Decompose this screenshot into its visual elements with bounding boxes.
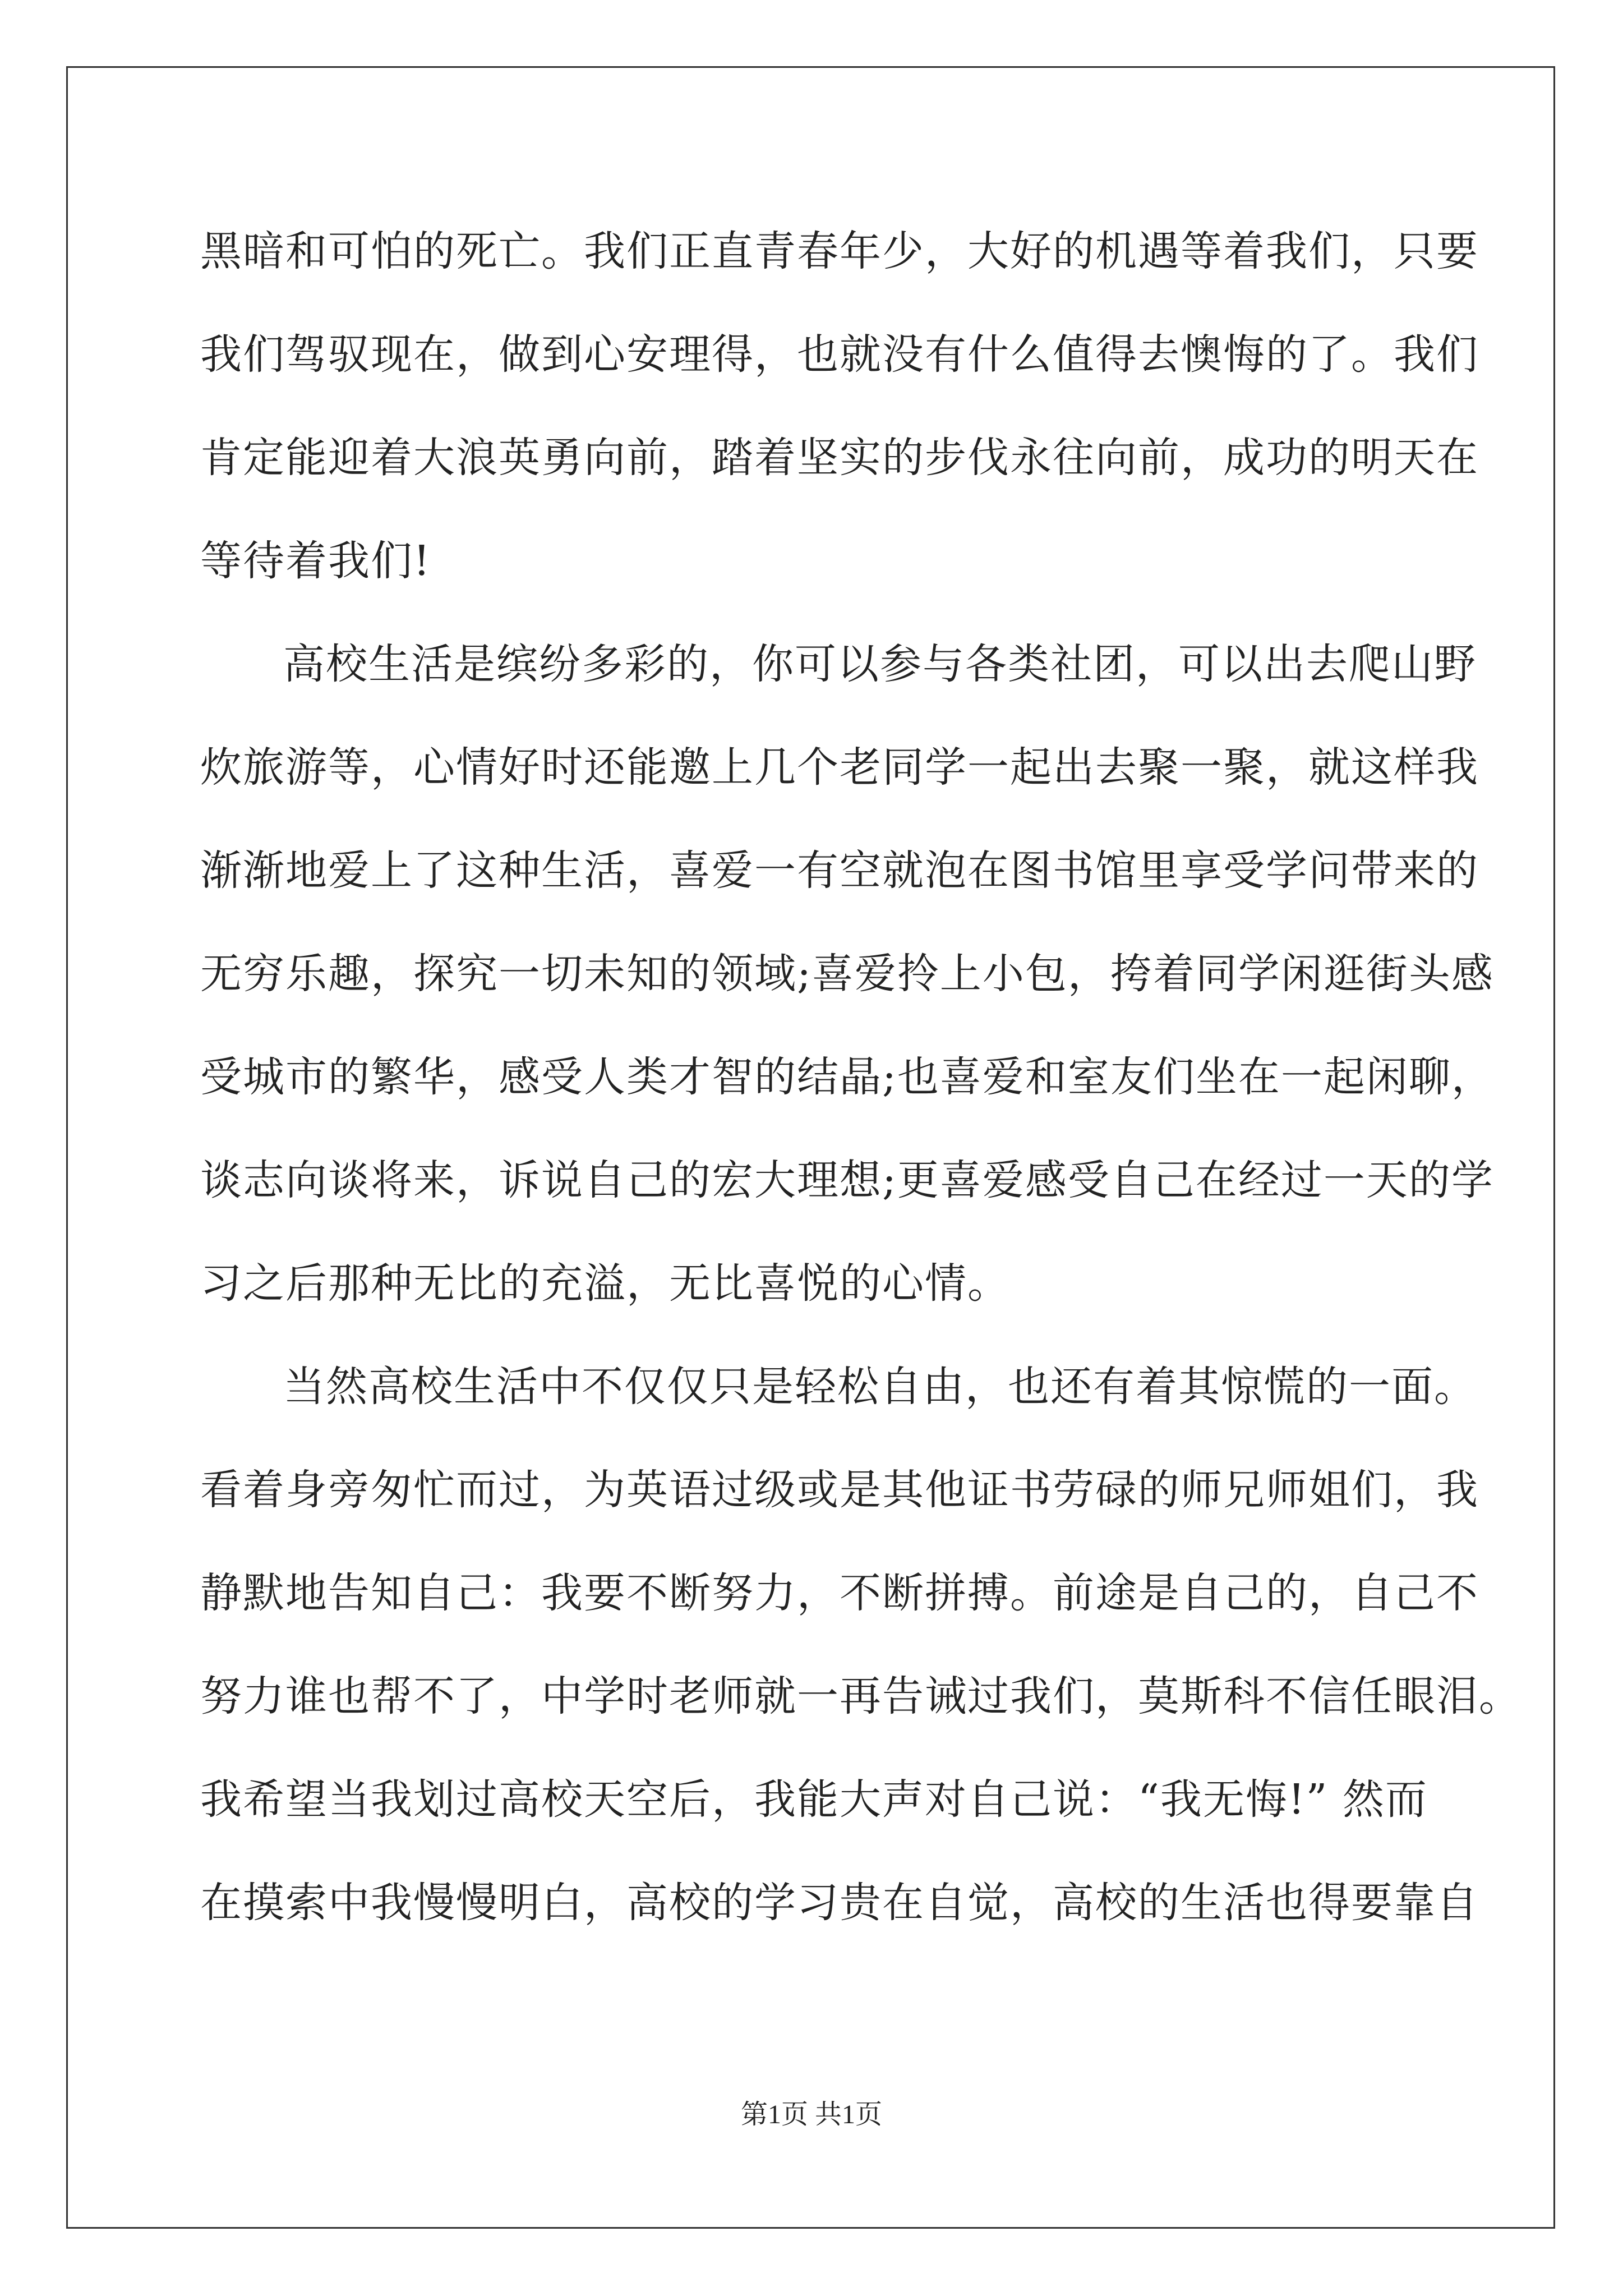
text-line: 等待着我们! <box>200 537 431 585</box>
text-line: 高校生活是缤纷多彩的，你可以参与各类社团，可以出去爬山野 <box>283 640 1477 688</box>
text-line: 努力谁也帮不了，中学时老师就一再告诫过我们，莫斯科不信任眼泪。 <box>200 1672 1521 1720</box>
text-line: 黑暗和可怕的死亡。我们正直青春年少，大好的机遇等着我们，只要 <box>200 227 1479 275</box>
paragraph-1 <box>200 218 1479 631</box>
text-line: 习之后那种无比的充溢，无比喜悦的心情。 <box>200 1259 1010 1308</box>
paragraph-2 <box>200 631 1494 1353</box>
text-line: 渐渐地爱上了这种生活，喜爱一有空就泡在图书馆里享受学问带来的 <box>200 846 1479 895</box>
text-line: 我们驾驭现在，做到心安理得，也就没有什么值得去懊悔的了。我们 <box>200 330 1479 379</box>
text-line: 静默地告知自己：我要不断努力，不断拼搏。前途是自己的，自己不 <box>200 1569 1479 1617</box>
text-line: 无穷乐趣，探究一切未知的领域;喜爱拎上小包，挎着同学闲逛街头感 <box>200 950 1494 998</box>
page-number-footer: 第1页 共1页 <box>740 2100 882 2129</box>
text-line: 受城市的繁华，感受人类才智的结晶;也喜爱和室友们坐在一起闲聊， <box>200 1053 1494 1101</box>
text-line: 谈志向谈将来，诉说自己的宏大理想;更喜爱感受自己在经过一天的学 <box>200 1156 1494 1204</box>
text-line: 看着身旁匆忙而过，为英语过级或是其他证书劳碌的师兄师姐们，我 <box>200 1466 1479 1514</box>
text-line: 在摸索中我慢慢明白，高校的学习贵在自觉，高校的生活也得要靠自 <box>200 1879 1479 1927</box>
text-line: 我希望当我划过高校天空后，我能大声对自己说：“我无悔!” 然而 <box>200 1775 1428 1824</box>
text-line: 炊旅游等，心情好时还能邀上几个老同学一起出去聚一聚，就这样我 <box>200 743 1479 792</box>
text-line: 肯定能迎着大浪英勇向前，踏着坚实的步伐永往向前，成功的明天在 <box>200 434 1479 482</box>
paragraph-3 <box>200 1353 1521 1972</box>
text-line: 当然高校生活中不仅仅只是轻松自由，也还有着其惊慌的一面。 <box>283 1363 1477 1411</box>
document-body <box>200 218 1521 1972</box>
